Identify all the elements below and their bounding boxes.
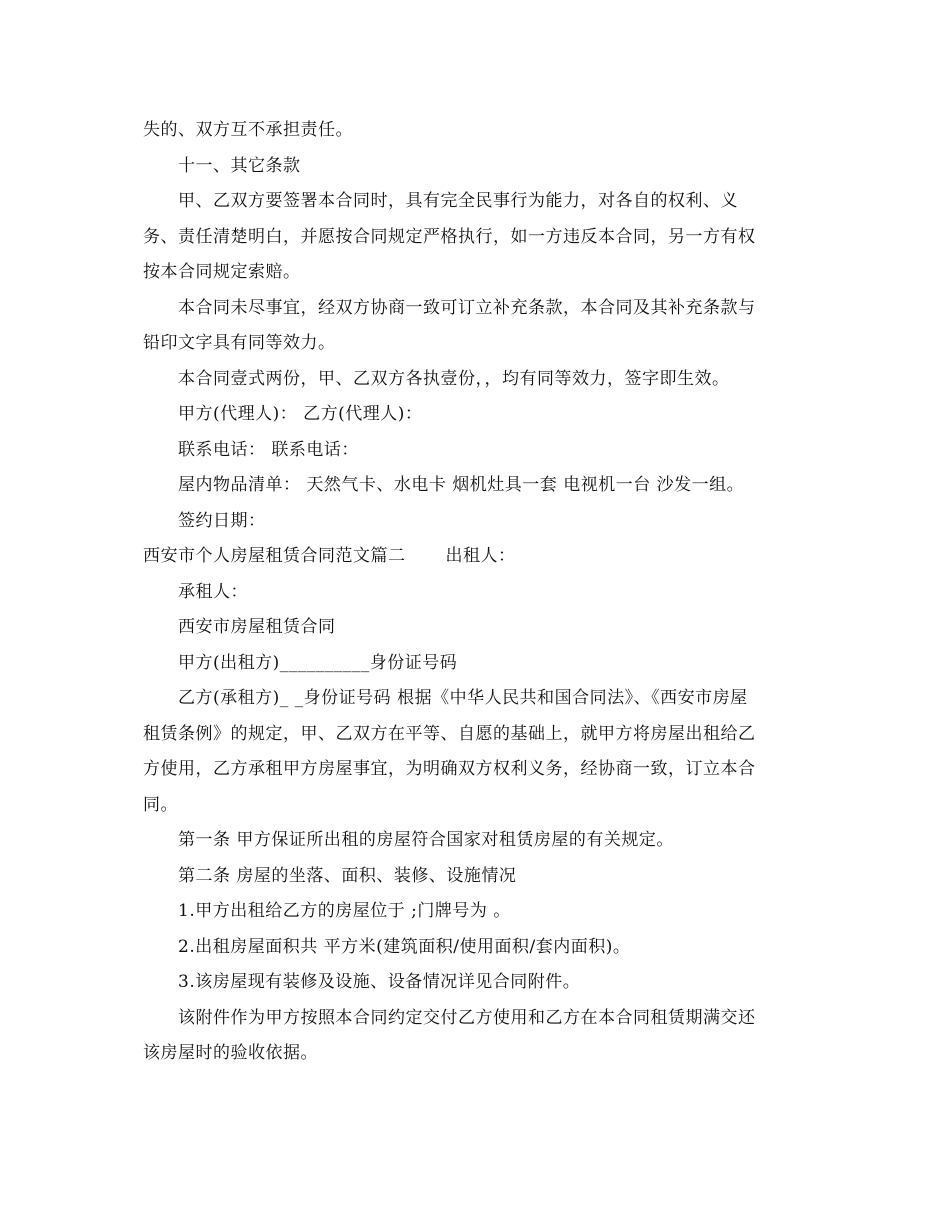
text-line-content: 方使用，乙方承租甲方房屋事宜，为明确双方权利义务，经协商一致，订立本合 [143, 759, 756, 779]
text-line [143, 433, 808, 469]
text-line-content: 2.出租房屋面积共 平方米(建筑面积/使用面积/套内面积)。 [178, 936, 631, 957]
text-line [143, 681, 808, 717]
text-line [143, 717, 808, 753]
text-line [143, 362, 808, 398]
text-line-content: 乙方(承租方)_ _身份证号码 根据《中华人民共和国合同法》、《西安市房屋 [178, 688, 748, 708]
text-line-content: 失的、双方互不承担责任。 [143, 120, 353, 140]
text-line [143, 930, 808, 966]
text-line-content: 1.甲方出租给乙方的房屋位于 ;门牌号为 。 [178, 901, 511, 921]
text-line [143, 610, 808, 646]
text-line [143, 788, 808, 824]
text-line-content: 甲方(出租方)__________身份证号码 [178, 652, 458, 673]
text-line [143, 504, 808, 540]
text-line-content: 3.该房屋现有装修及设施、设备情况详见合同附件。 [178, 972, 581, 992]
text-line-content: 签约日期： [178, 510, 266, 531]
text-line [143, 859, 808, 895]
text-line [143, 291, 808, 327]
text-line [143, 646, 808, 682]
text-line [143, 1036, 808, 1072]
text-line [143, 468, 808, 504]
text-line-content: 租赁条例》的规定，甲、乙双方在平等、自愿的基础上，就甲方将房屋出租给乙 [143, 723, 756, 744]
text-line-content: 本合同壹式两份，甲、乙双方各执壹份，，均有同等效力，签字即生效。 [178, 368, 730, 389]
text-line [143, 752, 808, 788]
text-line-content: 同。 [143, 794, 178, 815]
text-line [143, 575, 808, 611]
text-line-content: 第二条 房屋的坐落、面积、装修、设施情况 [178, 865, 517, 886]
text-line-content: 屋内物品清单： 天然气卡、水电卡 烟机灶具一套 电视机一台 沙发一组。 [178, 475, 745, 495]
text-line [143, 149, 808, 185]
text-line [143, 965, 808, 1001]
text-line-content: 甲、乙双方要签署本合同时，具有完全民事行为能力，对各自的权利、义 [178, 191, 738, 211]
text-line [143, 1001, 808, 1037]
text-line [143, 894, 808, 930]
text-line-content: 务、责任清楚明白，并愿按合同规定严格执行，如一方违反本合同，另一方有权 [143, 226, 756, 247]
text-line-content: 西安市房屋租赁合同 [178, 617, 336, 637]
text-line [143, 326, 808, 362]
text-line [143, 255, 808, 291]
text-line [143, 184, 808, 220]
document-body [143, 113, 808, 1072]
text-line [143, 823, 808, 859]
text-line-content: 联系电话： 联系电话： [178, 439, 359, 460]
text-line [143, 397, 808, 433]
text-line [143, 113, 808, 149]
text-line-content: 该附件作为甲方按照本合同约定交付乙方使用和乙方在本合同租赁期满交还 [178, 1007, 756, 1028]
text-line-content: 甲方(代理人)： 乙方(代理人)： [178, 404, 423, 424]
text-line-content: 本合同未尽事宜，经双方协商一致可订立补充条款，本合同及其补充条款与 [178, 297, 756, 318]
text-line-content: 铅印文字具有同等效力。 [143, 333, 336, 353]
text-line-content: 十一、其它条款 [178, 155, 301, 176]
text-line-content: 该房屋时的验收依据。 [143, 1043, 318, 1063]
text-line-suffix: 出租人： [445, 546, 516, 566]
text-line-content: 西安市个人房屋租赁合同范文篇二 [143, 546, 406, 566]
text-line [143, 220, 808, 256]
text-line-content: 按本合同规定索赔。 [143, 262, 301, 282]
text-line-content: 第一条 甲方保证所出租的房屋符合国家对租赁房屋的有关规定。 [178, 830, 674, 850]
text-line [143, 539, 808, 575]
text-line-content: 承租人： [178, 581, 248, 602]
